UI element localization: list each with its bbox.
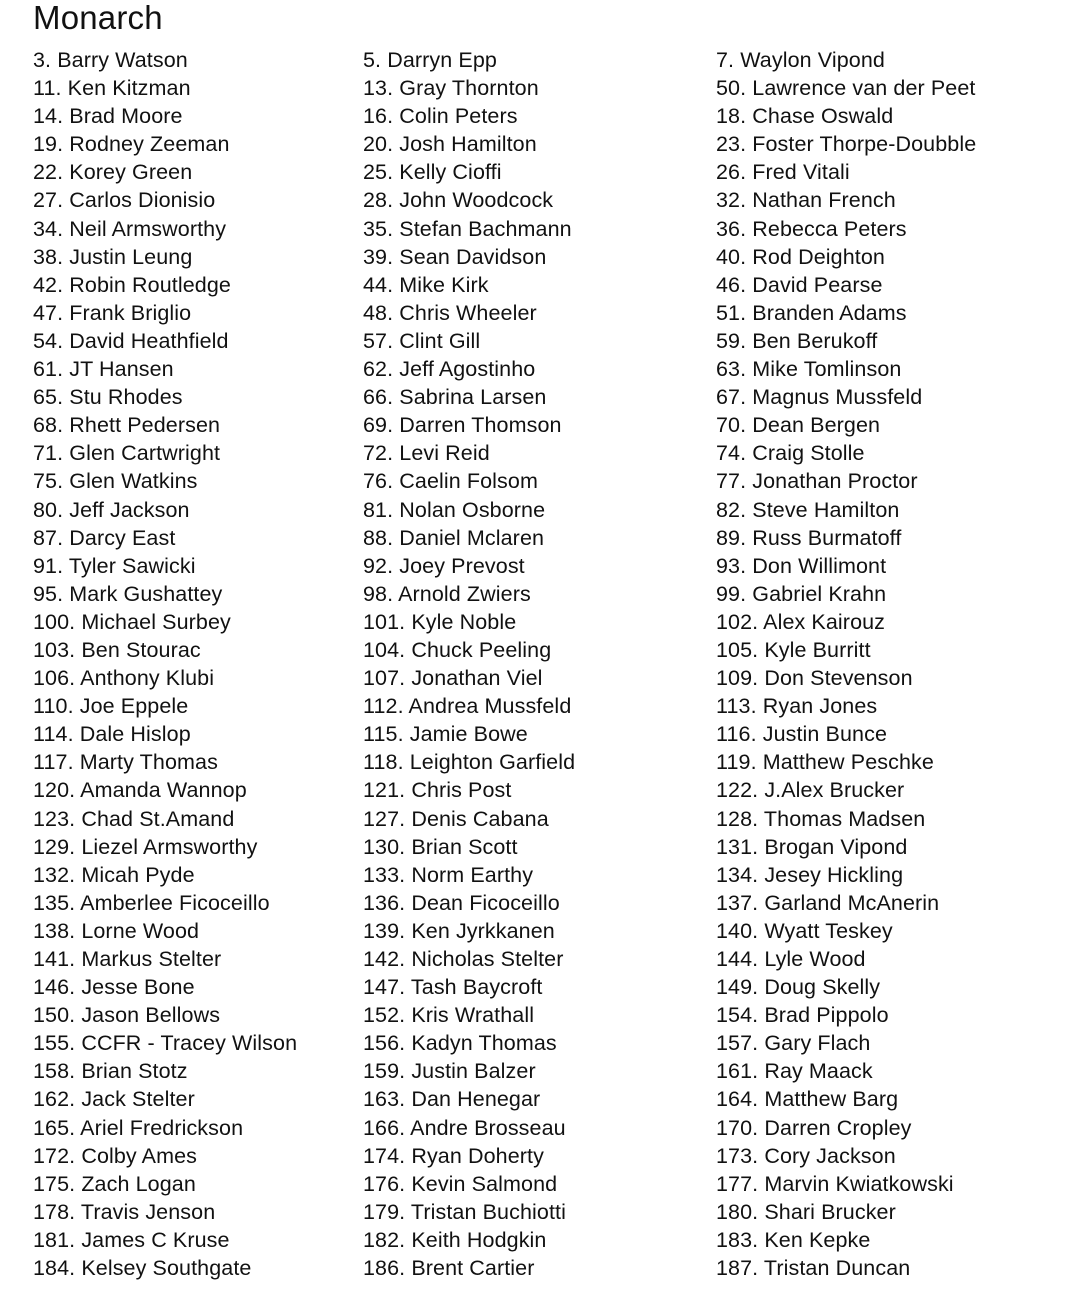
list-item: 177. Marvin Kwiatkowski bbox=[716, 1171, 954, 1196]
list-item: 16. Colin Peters bbox=[363, 104, 518, 129]
list-item: 156. Kadyn Thomas bbox=[363, 1031, 557, 1056]
list-item: 186. Brent Cartier bbox=[363, 1256, 535, 1281]
list-item: 93. Don Willimont bbox=[716, 553, 887, 578]
list-item: 164. Matthew Barg bbox=[716, 1087, 899, 1112]
list-item: 118. Leighton Garfield bbox=[363, 750, 576, 775]
list-item: 128. Thomas Madsen bbox=[716, 806, 926, 831]
list-item: 76. Caelin Folsom bbox=[363, 469, 538, 494]
list-item: 35. Stefan Bachmann bbox=[363, 216, 572, 241]
list-item: 32. Nathan French bbox=[716, 188, 896, 213]
list-item: 87. Darcy East bbox=[33, 525, 176, 550]
list-item: 117. Marty Thomas bbox=[33, 750, 218, 775]
list-item: 121. Chris Post bbox=[363, 778, 512, 803]
list-item: 66. Sabrina Larsen bbox=[363, 385, 547, 410]
list-item: 183. Ken Kepke bbox=[716, 1227, 871, 1252]
list-item: 101. Kyle Noble bbox=[363, 609, 517, 634]
list-item: 5. Darryn Epp bbox=[363, 48, 497, 72]
list-item: 122. J.Alex Brucker bbox=[716, 778, 905, 803]
list-item: 28. John Woodcock bbox=[363, 188, 554, 213]
list-item: 127. Denis Cabana bbox=[363, 806, 549, 831]
list-item: 141. Markus Stelter bbox=[33, 947, 222, 971]
list-item: 133. Norm Earthy bbox=[363, 862, 534, 887]
list-item: 72. Levi Reid bbox=[363, 441, 490, 466]
list-item: 88. Daniel Mclaren bbox=[363, 525, 545, 550]
list-item: 46. David Pearse bbox=[716, 272, 883, 297]
list-item: 155. CCFR - Tracey Wilson bbox=[33, 1031, 298, 1056]
list-item: 134. Jesey Hickling bbox=[716, 862, 904, 887]
list-item: 178. Travis Jenson bbox=[33, 1199, 216, 1224]
name-column-2 bbox=[363, 46, 575, 1282]
list-item: 48. Chris Wheeler bbox=[363, 300, 537, 325]
list-item: 180. Shari Brucker bbox=[716, 1199, 896, 1224]
list-item: 104. Chuck Peeling bbox=[363, 637, 552, 662]
list-item: 144. Lyle Wood bbox=[716, 947, 866, 971]
list-item: 51. Branden Adams bbox=[716, 300, 907, 325]
page-title: Monarch bbox=[33, 0, 163, 36]
list-item: 91. Tyler Sawicki bbox=[33, 553, 196, 578]
list-item: 116. Justin Bunce bbox=[716, 722, 888, 747]
list-item: 176. Kevin Salmond bbox=[363, 1171, 558, 1196]
list-item: 59. Ben Berukoff bbox=[716, 328, 878, 353]
list-item: 40. Rod Deighton bbox=[716, 244, 885, 269]
list-item: 63. Mike Tomlinson bbox=[716, 357, 902, 382]
list-item: 18. Chase Oswald bbox=[716, 104, 894, 129]
list-item: 100. Michael Surbey bbox=[33, 609, 231, 634]
list-item: 103. Ben Stourac bbox=[33, 637, 201, 662]
list-item: 11. Ken Kitzman bbox=[33, 76, 191, 101]
list-item: 158. Brian Stotz bbox=[33, 1059, 188, 1084]
list-item: 25. Kelly Cioffi bbox=[363, 160, 502, 185]
list-item: 184. Kelsey Southgate bbox=[33, 1256, 252, 1281]
list-item: 77. Jonathan Proctor bbox=[716, 469, 918, 494]
list-item: 68. Rhett Pedersen bbox=[33, 413, 221, 438]
list-item: 182. Keith Hodgkin bbox=[363, 1227, 547, 1252]
list-item: 175. Zach Logan bbox=[33, 1171, 196, 1196]
list-item: 131. Brogan Vipond bbox=[716, 834, 908, 859]
list-item: 26. Fred Vitali bbox=[716, 160, 850, 185]
list-item: 47. Frank Briglio bbox=[33, 300, 192, 325]
list-item: 187. Tristan Duncan bbox=[716, 1256, 911, 1281]
list-item: 14. Brad Moore bbox=[33, 104, 183, 129]
list-item: 165. Ariel Fredrickson bbox=[33, 1115, 244, 1140]
list-item: 23. Foster Thorpe-Doubble bbox=[716, 132, 977, 157]
list-item: 109. Don Stevenson bbox=[716, 666, 913, 691]
list-item: 22. Korey Green bbox=[33, 160, 193, 185]
list-item: 112. Andrea Mussfeld bbox=[363, 694, 572, 719]
list-item: 120. Amanda Wannop bbox=[33, 778, 247, 803]
list-item: 71. Glen Cartwright bbox=[33, 441, 221, 466]
list-item: 106. Anthony Klubi bbox=[33, 666, 215, 691]
list-item: 69. Darren Thomson bbox=[363, 413, 562, 438]
list-item: 61. JT Hansen bbox=[33, 357, 174, 382]
list-item: 159. Justin Balzer bbox=[363, 1059, 536, 1084]
list-item: 27. Carlos Dionisio bbox=[33, 188, 216, 213]
list-item: 147. Tash Baycroft bbox=[363, 975, 543, 1000]
list-item: 89. Russ Burmatoff bbox=[716, 525, 902, 550]
list-item: 115. Jamie Bowe bbox=[363, 722, 528, 747]
list-item: 50. Lawrence van der Peet bbox=[716, 76, 976, 101]
list-item: 54. David Heathfield bbox=[33, 328, 229, 353]
list-item: 154. Brad Pippolo bbox=[716, 1003, 889, 1028]
list-item: 152. Kris Wrathall bbox=[363, 1003, 535, 1028]
list-item: 149. Doug Skelly bbox=[716, 975, 881, 1000]
list-item: 98. Arnold Zwiers bbox=[363, 581, 531, 606]
list-item: 166. Andre Brosseau bbox=[363, 1115, 566, 1140]
list-item: 80. Jeff Jackson bbox=[33, 497, 190, 522]
list-item: 102. Alex Kairouz bbox=[716, 609, 886, 634]
list-item: 62. Jeff Agostinho bbox=[363, 357, 536, 382]
list-item: 132. Micah Pyde bbox=[33, 862, 195, 887]
list-item: 3. Barry Watson bbox=[33, 48, 188, 72]
list-item: 161. Ray Maack bbox=[716, 1059, 873, 1084]
list-item: 34. Neil Armsworthy bbox=[33, 216, 227, 241]
list-item: 105. Kyle Burritt bbox=[716, 637, 871, 662]
name-column-1 bbox=[33, 46, 297, 1282]
list-item: 44. Mike Kirk bbox=[363, 272, 489, 297]
list-item: 7. Waylon Vipond bbox=[716, 48, 885, 72]
list-item: 19. Rodney Zeeman bbox=[33, 132, 230, 157]
list-item: 172. Colby Ames bbox=[33, 1143, 198, 1168]
list-item: 179. Tristan Buchiotti bbox=[363, 1199, 566, 1224]
list-item: 67. Magnus Mussfeld bbox=[716, 385, 923, 410]
list-item: 38. Justin Leung bbox=[33, 244, 193, 269]
list-item: 162. Jack Stelter bbox=[33, 1087, 195, 1112]
list-item: 36. Rebecca Peters bbox=[716, 216, 907, 241]
list-item: 110. Joe Eppele bbox=[33, 694, 189, 719]
list-item: 170. Darren Cropley bbox=[716, 1115, 912, 1140]
list-item: 74. Craig Stolle bbox=[716, 441, 865, 466]
list-item: 39. Sean Davidson bbox=[363, 244, 547, 269]
list-item: 20. Josh Hamilton bbox=[363, 132, 537, 157]
list-item: 173. Cory Jackson bbox=[716, 1143, 896, 1168]
list-item: 13. Gray Thornton bbox=[363, 76, 539, 101]
list-item: 139. Ken Jyrkkanen bbox=[363, 918, 555, 943]
list-item: 65. Stu Rhodes bbox=[33, 385, 183, 410]
list-item: 135. Amberlee Ficoceillo bbox=[33, 890, 270, 915]
list-item: 163. Dan Henegar bbox=[363, 1087, 541, 1112]
list-item: 114. Dale Hislop bbox=[33, 722, 191, 747]
name-column-3 bbox=[716, 46, 976, 1282]
list-item: 157. Gary Flach bbox=[716, 1031, 871, 1056]
list-item: 146. Jesse Bone bbox=[33, 975, 195, 1000]
list-item: 42. Robin Routledge bbox=[33, 272, 231, 297]
list-item: 70. Dean Bergen bbox=[716, 413, 881, 438]
list-item: 75. Glen Watkins bbox=[33, 469, 198, 494]
list-item: 140. Wyatt Teskey bbox=[716, 918, 893, 943]
list-item: 136. Dean Ficoceillo bbox=[363, 890, 560, 915]
list-item: 129. Liezel Armsworthy bbox=[33, 834, 258, 859]
list-item: 107. Jonathan Viel bbox=[363, 666, 543, 691]
list-item: 137. Garland McAnerin bbox=[716, 890, 940, 915]
list-item: 181. James C Kruse bbox=[33, 1227, 230, 1252]
list-item: 119. Matthew Peschke bbox=[716, 750, 934, 775]
list-item: 95. Mark Gushattey bbox=[33, 581, 223, 606]
list-item: 130. Brian Scott bbox=[363, 834, 518, 859]
list-item: 82. Steve Hamilton bbox=[716, 497, 900, 522]
list-item: 142. Nicholas Stelter bbox=[363, 947, 564, 971]
list-item: 57. Clint Gill bbox=[363, 328, 481, 353]
list-item: 113. Ryan Jones bbox=[716, 694, 878, 719]
list-item: 92. Joey Prevost bbox=[363, 553, 525, 578]
list-item: 174. Ryan Doherty bbox=[363, 1143, 544, 1168]
list-item: 123. Chad St.Amand bbox=[33, 806, 235, 831]
list-item: 99. Gabriel Krahn bbox=[716, 581, 887, 606]
list-item: 138. Lorne Wood bbox=[33, 918, 200, 943]
list-item: 150. Jason Bellows bbox=[33, 1003, 221, 1028]
list-item: 81. Nolan Osborne bbox=[363, 497, 546, 522]
